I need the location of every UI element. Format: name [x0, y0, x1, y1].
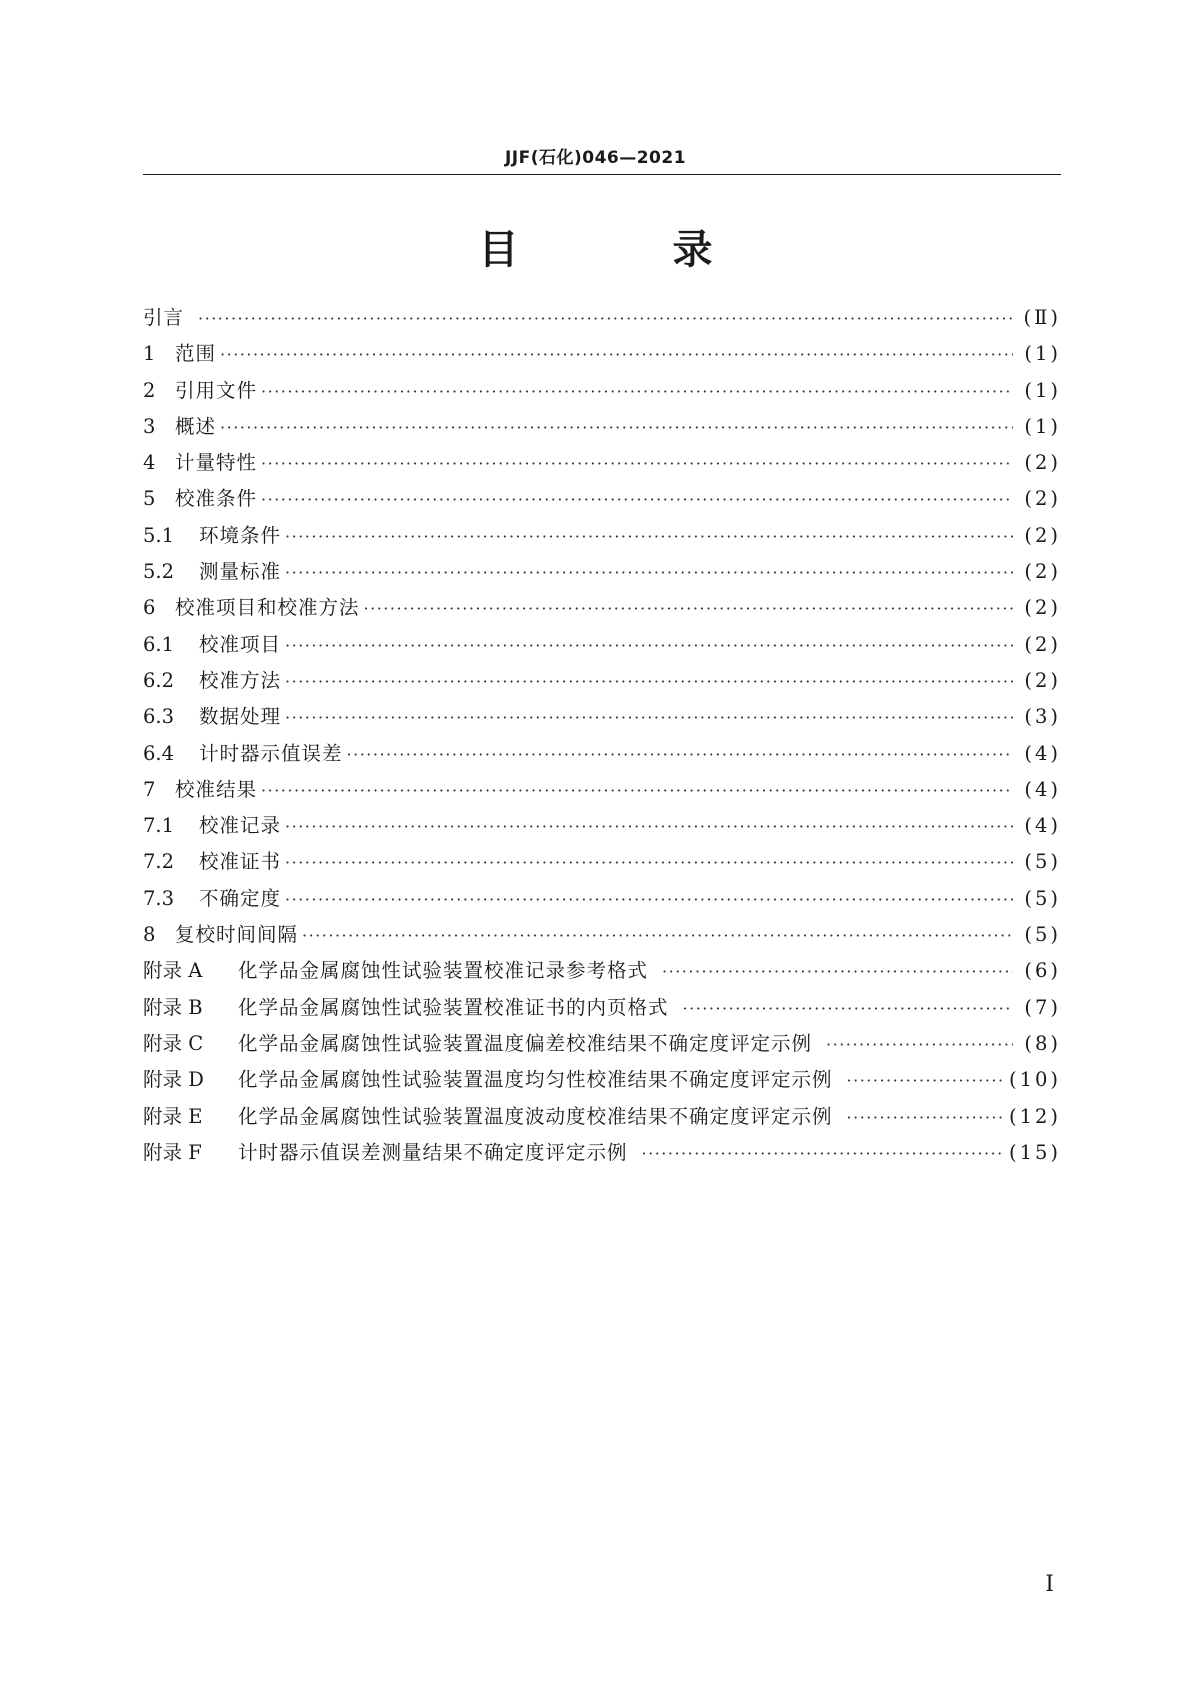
toc-entry-number: 7.2: [143, 850, 175, 874]
toc-entry-page: (2): [1024, 668, 1061, 692]
toc-leader-dots: [302, 926, 1013, 945]
toc-entry-5-2[interactable]: [143, 556, 1061, 592]
toc-entry-label: 复校时间间隔: [175, 923, 299, 947]
toc-entry-label: 校准结果: [175, 777, 258, 801]
toc-leader-dots: [347, 745, 1013, 764]
toc-leader-dots: [847, 1071, 1005, 1090]
toc-entry-6-1[interactable]: [143, 629, 1061, 665]
toc-leader-dots: [261, 490, 1013, 509]
toc-entry-1[interactable]: [143, 338, 1061, 374]
toc-entry-7[interactable]: [143, 774, 1061, 810]
toc-entry-label: 化学品金属腐蚀性试验装置校准记录参考格式: [238, 959, 649, 983]
toc-entry-page: (12): [1008, 1104, 1061, 1128]
toc-entry-8[interactable]: [143, 919, 1061, 955]
toc-entry-label: 化学品金属腐蚀性试验装置温度波动度校准结果不确定度评定示例: [238, 1104, 833, 1128]
toc-entry-number: 4: [143, 451, 156, 475]
toc-leader-dots: [826, 1035, 1013, 1054]
toc-leader-dots: [285, 817, 1013, 836]
toc-entry-page: (8): [1024, 1031, 1061, 1055]
header-divider: [143, 174, 1061, 175]
toc-leader-dots: [285, 853, 1013, 872]
toc-entry-number: 2: [143, 378, 156, 402]
toc-entry-label: 引用文件: [175, 378, 258, 402]
toc-entry-page: (2): [1024, 523, 1061, 547]
toc-entry-label: 校准项目: [199, 632, 282, 656]
table-of-contents: [143, 302, 1061, 1173]
toc-entry-page: (Ⅱ): [1023, 306, 1061, 329]
toc-entry-number: 5: [143, 487, 156, 511]
toc-entry-appendix-e[interactable]: [143, 1101, 1061, 1137]
toc-leader-dots: [220, 418, 1013, 437]
toc-leader-dots: [285, 672, 1013, 691]
toc-entry-label: 测量标准: [199, 560, 282, 584]
toc-entry-number: 7.1: [143, 814, 175, 838]
toc-entry-6-3[interactable]: [143, 701, 1061, 737]
toc-entry-page: (6): [1024, 959, 1061, 983]
toc-entry-label: 环境条件: [199, 523, 282, 547]
toc-leader-dots: [683, 999, 1013, 1018]
toc-entry-label: 引言: [143, 306, 185, 329]
toc-entry-label: 校准条件: [175, 487, 258, 511]
toc-entry-6-4[interactable]: [143, 738, 1061, 774]
toc-entry-7-1[interactable]: [143, 810, 1061, 846]
toc-leader-dots: [261, 454, 1013, 473]
toc-entry-page: (15): [1008, 1140, 1061, 1164]
toc-leader-dots: [220, 345, 1013, 364]
toc-entry-number: 附录 D: [143, 1068, 204, 1092]
toc-entry-intro[interactable]: [143, 302, 1061, 338]
toc-entry-number: 3: [143, 414, 156, 438]
toc-entry-page: (2): [1024, 560, 1061, 584]
toc-entry-number: 5.1: [143, 523, 175, 547]
toc-entry-appendix-c[interactable]: [143, 1028, 1061, 1064]
toc-leader-dots: [662, 962, 1013, 981]
toc-entry-label: 计时器示值误差测量结果不确定度评定示例: [238, 1140, 628, 1164]
toc-entry-page: (7): [1024, 995, 1061, 1019]
toc-entry-number: 7: [143, 777, 156, 801]
toc-entry-number: 5.2: [143, 560, 175, 584]
toc-entry-number: 6.1: [143, 632, 175, 656]
toc-entry-number: 6.2: [143, 668, 175, 692]
toc-entry-number: 8: [143, 923, 156, 947]
toc-entry-number: 6.4: [143, 741, 175, 765]
toc-entry-number: 7.3: [143, 886, 175, 910]
toc-entry-page: (1): [1024, 414, 1061, 438]
toc-entry-page: (1): [1024, 378, 1061, 402]
toc-leader-dots: [198, 309, 1013, 328]
toc-entry-number: 附录 E: [143, 1104, 203, 1128]
toc-entry-number: 1: [143, 342, 156, 366]
toc-entry-label: 校准项目和校准方法: [175, 596, 360, 620]
toc-entry-label: 不确定度: [199, 886, 282, 910]
document-code-header: JJF(石化)046—2021: [504, 148, 687, 168]
toc-entry-page: (5): [1024, 923, 1061, 947]
toc-entry-7-2[interactable]: [143, 846, 1061, 882]
toc-entry-4[interactable]: [143, 447, 1061, 483]
toc-entry-page: (2): [1024, 451, 1061, 475]
toc-entry-number: 附录 B: [143, 995, 203, 1019]
toc-entry-page: (1): [1024, 342, 1061, 366]
toc-entry-page: (4): [1024, 741, 1061, 765]
toc-entry-page: (5): [1024, 886, 1061, 910]
toc-entry-number: 附录 F: [143, 1140, 202, 1164]
toc-leader-dots: [364, 599, 1013, 618]
toc-entry-3[interactable]: [143, 411, 1061, 447]
toc-entry-number: 附录 A: [143, 959, 203, 983]
toc-entry-label: 校准证书: [199, 850, 282, 874]
toc-entry-page: (10): [1008, 1068, 1061, 1092]
toc-entry-appendix-f[interactable]: [143, 1137, 1061, 1173]
toc-entry-label: 化学品金属腐蚀性试验装置温度偏差校准结果不确定度评定示例: [238, 1031, 813, 1055]
toc-entry-page: (5): [1024, 850, 1061, 874]
toc-leader-dots: [642, 1144, 1005, 1163]
toc-entry-page: (2): [1024, 632, 1061, 656]
toc-entry-5[interactable]: [143, 483, 1061, 519]
toc-entry-label: 化学品金属腐蚀性试验装置校准证书的内页格式: [238, 995, 669, 1019]
toc-entry-label: 校准方法: [199, 668, 282, 692]
toc-entry-5-1[interactable]: [143, 520, 1061, 556]
toc-leader-dots: [285, 708, 1013, 727]
toc-entry-label: 计量特性: [175, 451, 258, 475]
toc-entry-label: 化学品金属腐蚀性试验装置温度均匀性校准结果不确定度评定示例: [238, 1068, 833, 1092]
toc-entry-label: 校准记录: [199, 814, 282, 838]
toc-leader-dots: [261, 382, 1013, 401]
toc-entry-label: 计时器示值误差: [199, 741, 343, 765]
toc-leader-dots: [847, 1108, 1005, 1127]
toc-entry-page: (2): [1024, 596, 1061, 620]
toc-leader-dots: [285, 636, 1013, 655]
toc-entry-appendix-b[interactable]: [143, 992, 1061, 1028]
toc-entry-label: 概述: [175, 414, 217, 438]
toc-entry-6[interactable]: [143, 592, 1061, 628]
toc-entry-appendix-a[interactable]: [143, 955, 1061, 991]
toc-entry-page: (2): [1024, 487, 1061, 511]
toc-leader-dots: [261, 781, 1013, 800]
toc-entry-label: 范围: [175, 342, 217, 366]
toc-leader-dots: [285, 563, 1013, 582]
toc-entry-2[interactable]: [143, 375, 1061, 411]
toc-title: 目 录: [478, 227, 783, 273]
toc-entry-number: 6.3: [143, 705, 175, 729]
toc-entry-page: (3): [1024, 705, 1061, 729]
toc-entry-number: 附录 C: [143, 1031, 204, 1055]
toc-entry-appendix-d[interactable]: [143, 1064, 1061, 1100]
toc-entry-6-2[interactable]: [143, 665, 1061, 701]
toc-entry-page: (4): [1024, 777, 1061, 801]
toc-entry-7-3[interactable]: [143, 883, 1061, 919]
toc-leader-dots: [285, 890, 1013, 909]
page-number: Ⅰ: [1045, 1572, 1054, 1597]
toc-leader-dots: [285, 527, 1013, 546]
toc-entry-page: (4): [1024, 814, 1061, 838]
toc-entry-label: 数据处理: [199, 705, 282, 729]
toc-entry-number: 6: [143, 596, 156, 620]
